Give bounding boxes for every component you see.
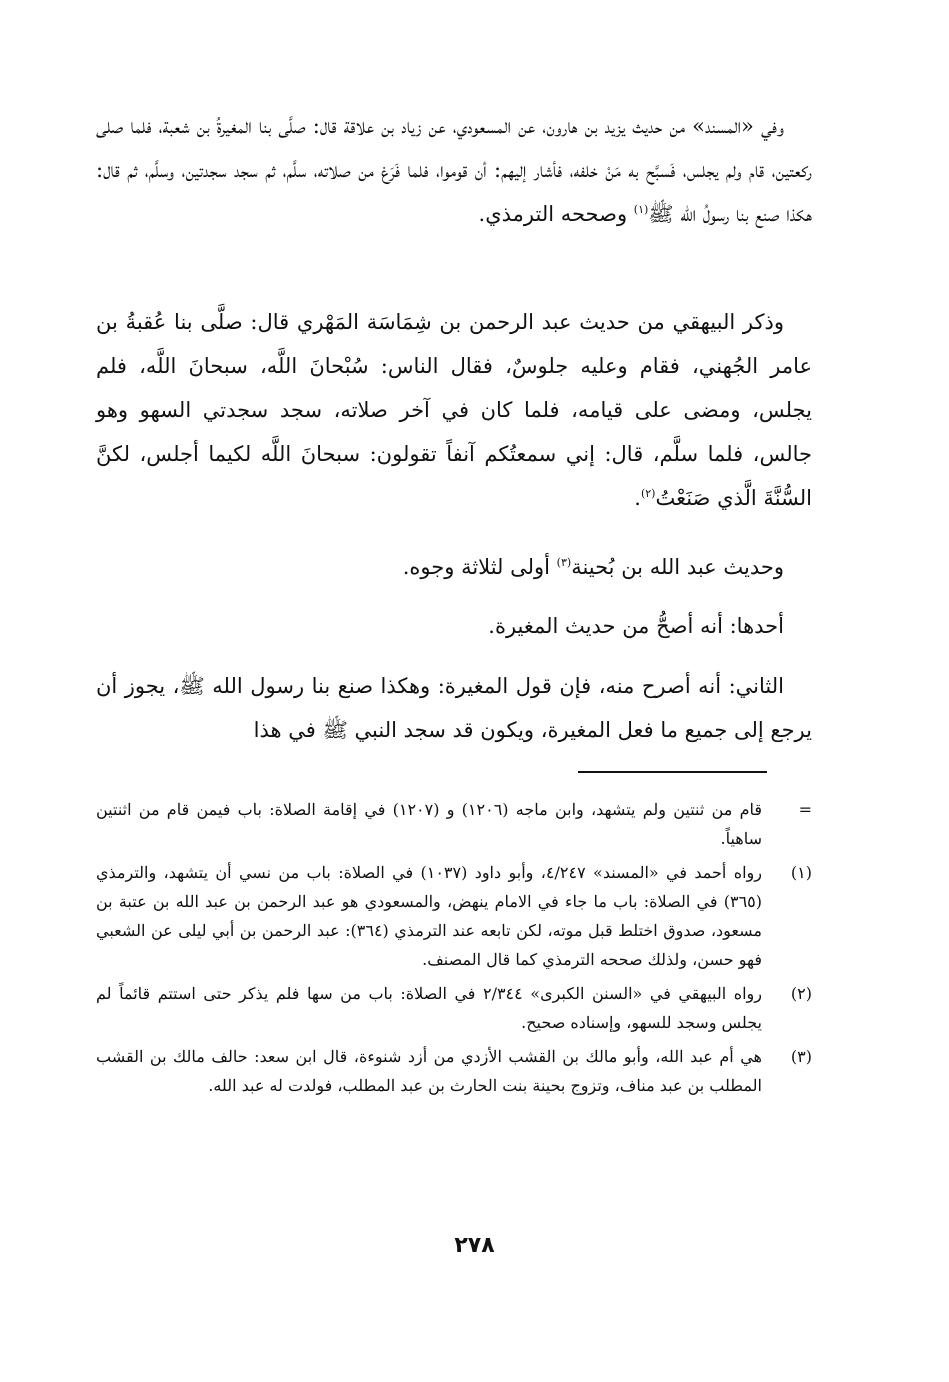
paragraph-text-end: أولى لثلاثة وجوه. [402, 555, 557, 579]
footnote-marker: = [798, 800, 812, 819]
footnote-item [96, 858, 812, 974]
footnote-marker: (٢) [790, 984, 812, 1003]
footnote-ref-2[interactable]: (٢) [640, 487, 656, 500]
footnote-text: هي أم عبد الله، وأبو مالك بن القشب الأزدي من أزد شنوءة، قال ابن سعد: حالف مالك بن القشب المطلب بن عبد مناف، وتزوج بحينة بنت الحارث بن عبد المطلب، فولدت له عبد الله. [96, 1047, 762, 1095]
footnote-text: رواه البيهقي في «السنن الكبرى» ٢/٣٤٤ في الصلاة: باب من سها فلم يذكر حتى استتم قائماً لم يجلس وسجد للسهو، وإسناده صحيح. [96, 984, 762, 1032]
footnote-item [96, 795, 812, 853]
footnote-marker: (٣) [790, 1047, 812, 1066]
body-paragraph-2 [96, 300, 812, 520]
footnote-ref-3[interactable]: (٣) [556, 556, 572, 569]
paragraph-text: وفي «المسند» من حديث يزيد بن هارون، عن المسعودي، عن زياد بن علاقة قال: صلَّى بنا المغيرةُ بن شعبة، فلما صلى ركعتين، قام ولم يجلس، فَسبَّح به مَنْ خلفه، فأشار إليهم: أن قوموا، فلما فَرَغ من صلاته، سلَّم، ثم سجد سجدتين، وسلَّم، ثم قال: هكذا صنع بنا رسولُ الله ﷺ [96, 114, 812, 226]
footnote-ref-1[interactable]: (١) [633, 203, 649, 216]
footnote-text: رواه أحمد في «المسند» ٤/٢٤٧، وأبو داود (١٠٣٧) في الصلاة: باب من نسي أن يتشهد، والترمذي (٣٦٥) في الصلاة: باب ما جاء في الامام ينهض، والمسعودي هو عبد الرحمن بن عبد الله بن عتبة بن مسعود، صدوق اختلط قبل موته، لكن تابعه عند الترمذي (٣٦٤): عبد الرحمن بن أبي ليلى عن الشعبي فهو حسن، ولذلك صححه الترمذي كما قال المصنف. [96, 863, 763, 969]
footnote-marker: (١) [790, 863, 812, 882]
footnote-item [96, 979, 812, 1037]
footnote-item [96, 1042, 812, 1100]
paragraph-text-end: وصححه الترمذي. [478, 202, 634, 226]
paragraph-text: أحدها: أنه أصحُّ من حديث المغيرة. [488, 614, 784, 638]
body-paragraph-4 [96, 604, 812, 648]
page-number: ٢٧٨ [454, 1233, 495, 1258]
paragraph-text: وحديث عبد الله بن بُحينة [571, 555, 784, 579]
footnotes [96, 795, 812, 1105]
paragraph-text-end: . [634, 486, 641, 510]
body-paragraph-1 [96, 104, 812, 236]
footnote-text: قام من ثنتين ولم يتشهد، وابن ماجه (١٢٠٦) و (١٢٠٧) في إقامة الصلاة: باب فيمن قام من اثنتين ساهياً. [96, 800, 762, 848]
body-paragraph-3 [96, 545, 812, 589]
paragraph-text: الثاني: أنه أصرح منه، فإن قول المغيرة: وهكذا صنع بنا رسول الله ﷺ، يجوز أن يرجع إلى جميع ما فعل المغيرة، ويكون قد سجد النبي ﷺ في هذا [96, 674, 812, 742]
paragraph-text: وذكر البيهقي من حديث عبد الرحمن بن شِمَاسَة المَهْري قال: صلَّى بنا عُقبةُ بن عامر الجُهني، فقام وعليه جلوسٌ، فقال الناس: سُبْحانَ اللَّه، سبحانَ اللَّه، فلم يجلس، ومضى على قيامه، فلما كان في آخر صلاته، سجد سجدتي السهو وهو جالس، فلما سلَّم، قال: إني سمعتُكم آنفاً تقولون: سبحانَ اللَّه لكيما أجلس، لكنَّ السُّنَّةَ الَّذي صَنَعْتُ [96, 310, 812, 510]
footnote-divider [578, 771, 767, 773]
body-paragraph-5 [96, 664, 812, 752]
